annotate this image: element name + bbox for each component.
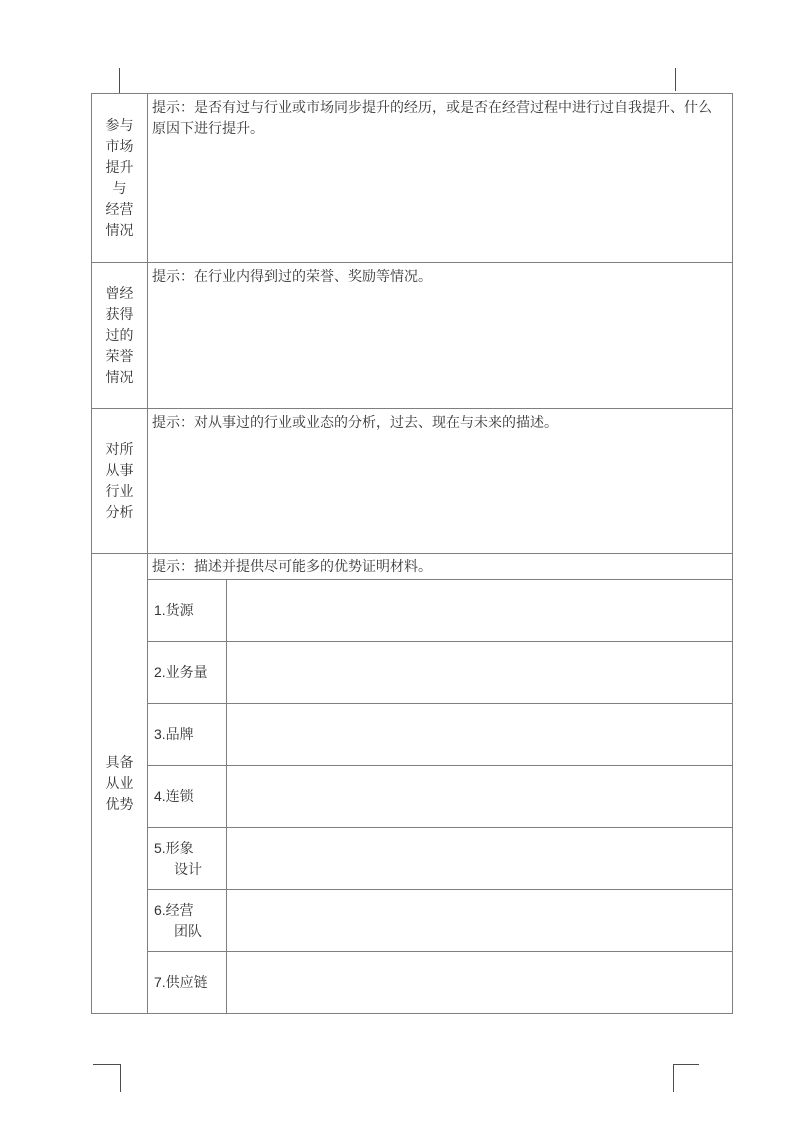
label-line: 获得	[105, 306, 134, 322]
label-line: 过的	[105, 327, 134, 343]
row-industry-analysis	[92, 408, 732, 553]
advantage-label	[148, 642, 227, 703]
row-industry-analysis-input-area[interactable]	[148, 409, 732, 553]
row-advantages	[92, 553, 732, 1013]
advantages-subtable	[148, 554, 732, 1013]
advantage-input-area[interactable]	[227, 766, 732, 827]
row-honors	[92, 262, 732, 408]
label-line: 具备	[105, 754, 134, 770]
advantage-row-management-team	[148, 889, 732, 951]
label-line: 4.连锁	[154, 788, 194, 804]
advantage-label	[148, 890, 227, 951]
row-market-improvement	[92, 94, 732, 262]
label-line: 提升	[105, 159, 134, 175]
advantage-label	[148, 828, 227, 889]
advantages-hint	[148, 554, 732, 579]
row-industry-analysis-label	[92, 409, 148, 553]
label-line: 情况	[105, 369, 134, 385]
label-line: 对所	[105, 441, 134, 457]
label-line: 7.供应链	[154, 974, 208, 990]
label-line: 参与	[105, 117, 134, 133]
crop-mark-bottom-left	[93, 1064, 121, 1092]
advantage-row-brand	[148, 703, 732, 765]
advantage-row-image-design	[148, 827, 732, 889]
label-line: 行业	[105, 483, 134, 499]
label-line: 从事	[105, 462, 134, 478]
label-line: 经营	[105, 201, 134, 217]
label-line: 市场	[105, 138, 134, 154]
hint-text: 提示：是否有过与行业或市场同步提升的经历，或是否在经营过程中进行过自我提升、什么原因下进行提升。	[152, 99, 712, 136]
advantage-label	[148, 952, 227, 1013]
row-market-improvement-label	[92, 94, 148, 262]
crop-mark-top-right	[675, 68, 676, 91]
advantage-row-supply-source	[148, 579, 732, 641]
advantage-label	[148, 580, 227, 641]
hint-text: 提示：在行业内得到过的荣誉、奖励等情况。	[152, 268, 432, 284]
advantage-input-area[interactable]	[227, 828, 732, 889]
row-honors-label	[92, 263, 148, 408]
advantage-input-area[interactable]	[227, 642, 732, 703]
label-line: 团队	[174, 922, 202, 939]
crop-mark-bottom-right	[673, 1064, 699, 1092]
advantage-input-area[interactable]	[227, 704, 732, 765]
form-table	[91, 93, 733, 1014]
label-line: 分析	[105, 504, 134, 520]
label-line: 1.货源	[154, 602, 194, 618]
row-market-improvement-input-area[interactable]	[148, 94, 732, 262]
advantage-label	[148, 704, 227, 765]
label-line: 荣誉	[105, 348, 134, 364]
advantage-row-business-volume	[148, 641, 732, 703]
label-line: 3.品牌	[154, 726, 194, 742]
advantage-row-chain	[148, 765, 732, 827]
advantage-input-area[interactable]	[227, 580, 732, 641]
label-line: 6.经营	[154, 901, 194, 918]
label-line: 与	[112, 180, 127, 196]
hint-text: 提示：描述并提供尽可能多的优势证明材料。	[152, 558, 432, 574]
row-honors-input-area[interactable]	[148, 263, 732, 408]
row-advantages-label	[92, 554, 148, 1013]
label-line: 设计	[174, 860, 202, 877]
hint-text: 提示：对从事过的行业或业态的分析，过去、现在与未来的描述。	[152, 414, 558, 430]
label-line: 优势	[105, 796, 134, 812]
advantage-label	[148, 766, 227, 827]
advantage-row-supply-chain	[148, 951, 732, 1013]
label-line: 5.形象	[154, 839, 194, 856]
crop-mark-top-left	[119, 68, 120, 93]
label-line: 2.业务量	[154, 664, 208, 680]
label-line: 曾经	[105, 285, 134, 301]
label-line: 情况	[105, 222, 134, 238]
advantage-input-area[interactable]	[227, 890, 732, 951]
label-line: 从业	[105, 775, 134, 791]
advantage-input-area[interactable]	[227, 952, 732, 1013]
